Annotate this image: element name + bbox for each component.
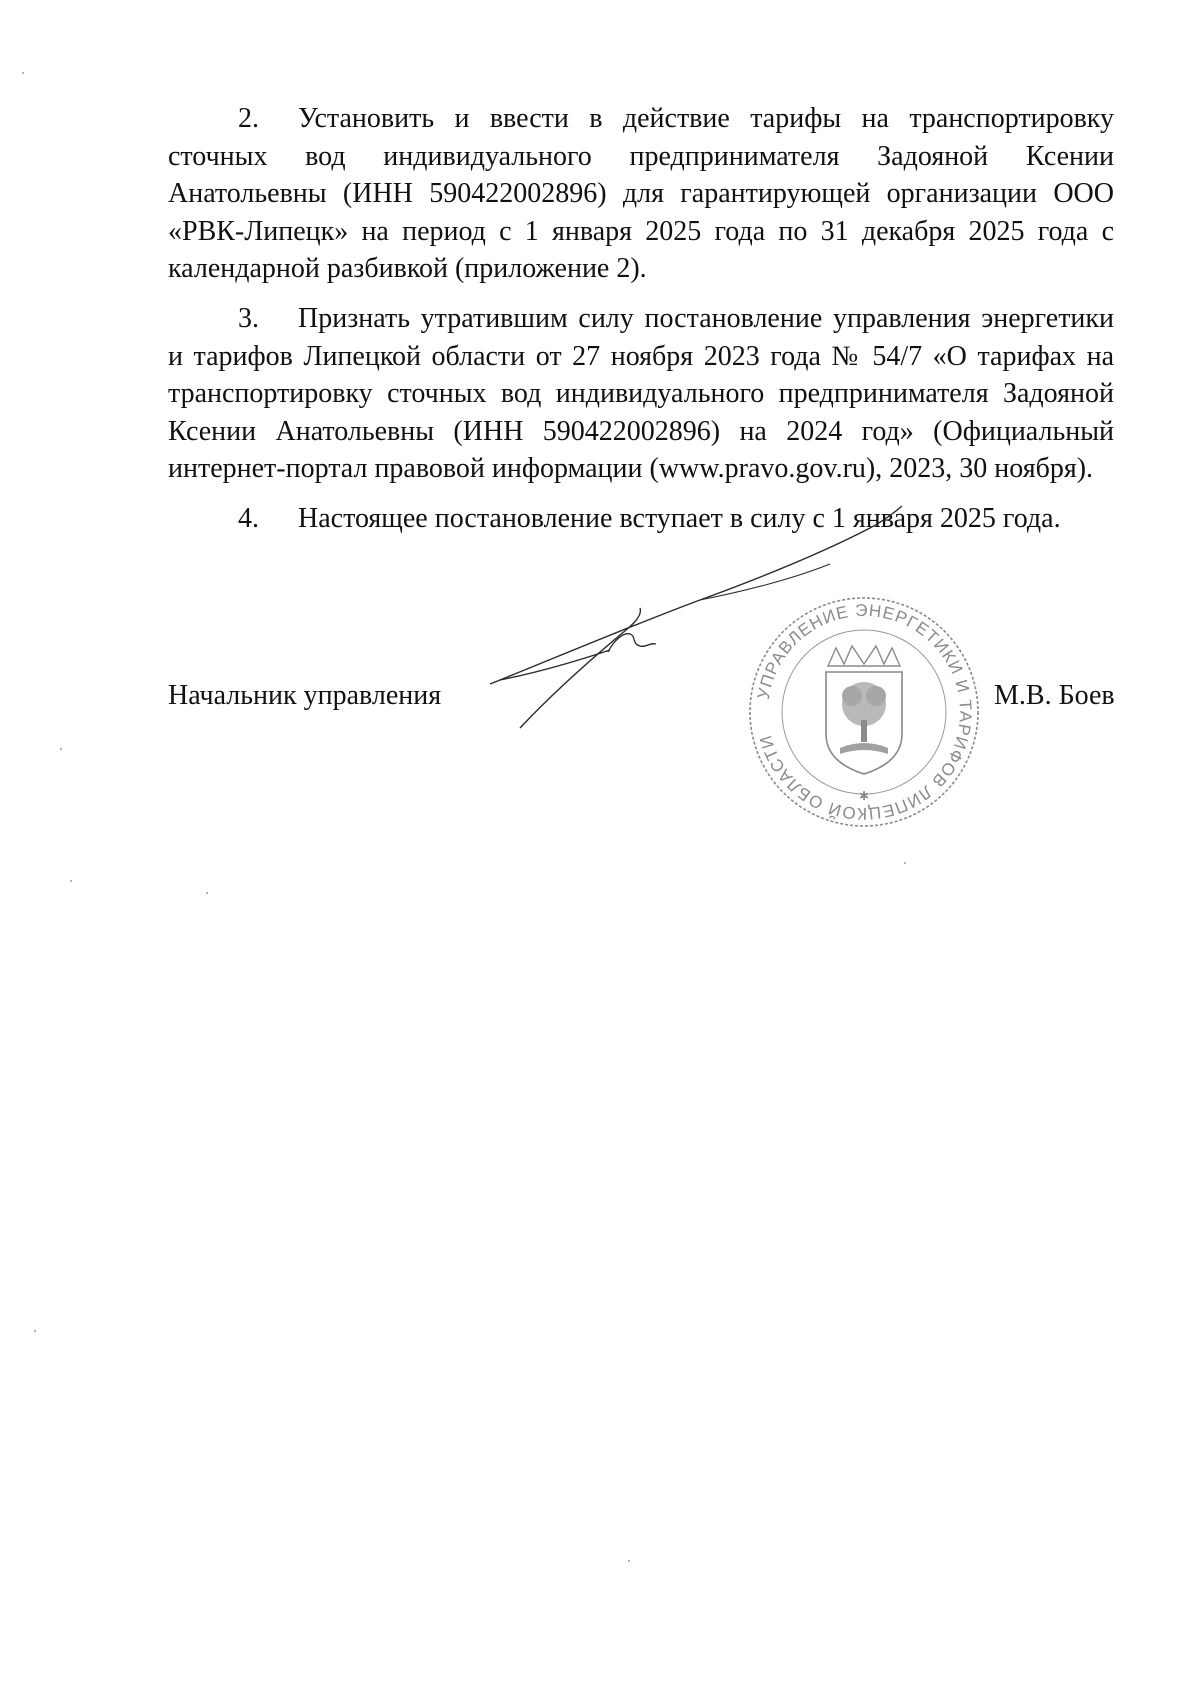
paragraph-text: Настоящее постановление вступает в силу с 1 января 2025 года. [298, 502, 1061, 534]
paragraph-number: 3. [238, 302, 259, 334]
paragraph-text: Установить и ввести в действие тарифы на транспортировку сточных вод индивидуального предпринимателя Задояной Ксении Анатольевны (ИНН 590422002896) для гарантирующей организации ООО «РВК-Липецк» на период с 1 января 2025 года по 31 декабря 2025 года с календарной разбивкой (приложение 2). [168, 103, 1114, 285]
seal-text: УПРАВЛЕНИЕ ЭНЕРГЕТИКИ И ТАРИФОВ ЛИПЕЦКОЙ ОБЛАСТИ [753, 600, 976, 824]
document-body [168, 100, 1114, 550]
scan-speck [628, 1560, 630, 1562]
signer-name: М.В. Боев [994, 680, 1115, 711]
paragraph-number: 2. [238, 103, 259, 134]
star-icon: ✱ [858, 789, 870, 803]
scan-speck [70, 880, 72, 882]
paragraph-3 [168, 300, 1114, 488]
scan-speck [34, 1330, 36, 1332]
scan-speck [206, 892, 208, 894]
scan-speck [60, 748, 62, 750]
signer-position-title: Начальник управления [168, 680, 442, 711]
paragraph-number: 4. [238, 502, 259, 534]
paragraph-text: Признать утратившим силу постановление управления энергетики и тарифов Липецкой области от 27 ноября 2023 года № 54/7 «О тарифах на транспортировку сточных вод индивидуального предпринимателя Задояной Ксении Анатольевны (ИНН 590422002896) на 2024 год» (Официальный интернет-портал правовой информации (www.pravo.gov.ru), 2023, 30 ноября). [168, 302, 1114, 485]
paragraph-2 [168, 100, 1114, 288]
scan-speck [904, 862, 906, 864]
scan-speck [22, 72, 24, 74]
handwritten-signature [490, 500, 950, 800]
